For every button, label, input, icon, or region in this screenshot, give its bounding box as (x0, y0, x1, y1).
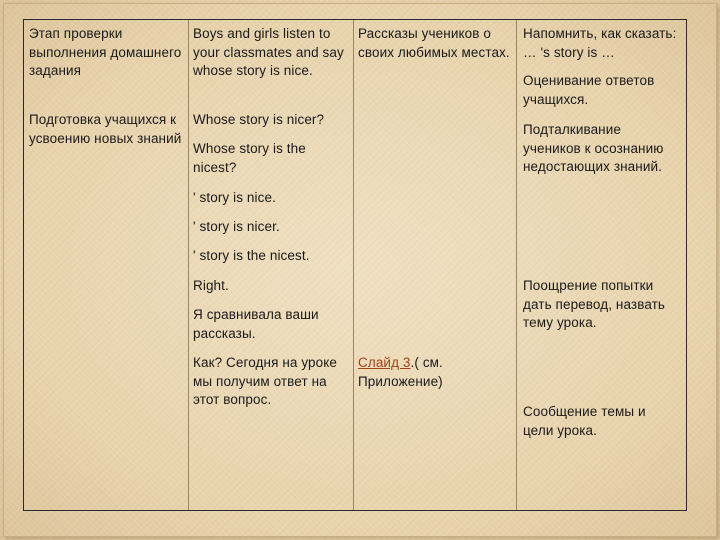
text-line: рассказы. (193, 325, 256, 341)
text-line: Как? Сегодня на уроке (193, 355, 338, 370)
text-line: your classmates and say (193, 44, 344, 60)
slide-reference-line (358, 354, 443, 373)
text-line: учеников к осознанию (523, 140, 664, 156)
text-line: whose story is nice. (193, 63, 313, 79)
assessment-note (523, 72, 654, 109)
text-line: недостающих знаний. (523, 159, 662, 175)
teacher-topic-question (193, 354, 337, 410)
column-divider (188, 20, 189, 510)
students-stories (358, 25, 510, 62)
text-line: Приложение) (358, 373, 443, 389)
teacher-question-nicest (193, 140, 306, 177)
text-line: усвоению новых знаний (29, 130, 182, 146)
text-line: цели урока. (523, 422, 597, 438)
text-line: этот вопрос. (193, 392, 272, 408)
text-line: Сообщение темы и (523, 404, 646, 419)
text-line: Поощрение попытки (523, 278, 654, 293)
text-line: Напомнить, как сказать: (523, 26, 677, 41)
text-line: Подготовка учащихся к (29, 112, 177, 127)
slide-reference-rest: .( см. (410, 355, 443, 370)
remind-how-to-say (523, 25, 676, 62)
text-line: мы получим ответ на (193, 373, 327, 389)
text-line: учащихся. (523, 91, 589, 107)
pattern-nice: ' story is nice. (193, 190, 276, 205)
pattern-nicer: ' story is nicer. (193, 219, 280, 234)
text-line: своих любимых местах. (358, 44, 510, 60)
text-line: Я сравнивала ваши (193, 307, 319, 322)
text-line: … 's story is … (523, 44, 615, 60)
column-divider (516, 20, 517, 510)
text-line: выполнения домашнего (29, 44, 182, 60)
text-line: Этап проверки (29, 26, 123, 41)
text-line: Оценивание ответов (523, 73, 655, 88)
pattern-nicest: ' story is the nicest. (193, 248, 310, 263)
teacher-question-nicer: Whose story is nicer? (193, 112, 325, 127)
text-line: nicest? (193, 159, 237, 175)
text-line: задания (29, 63, 82, 79)
teacher-compared (193, 306, 319, 343)
encouragement-note (523, 277, 665, 333)
text-line: Boys and girls listen to (193, 26, 331, 41)
text-line: Рассказы учеников о (358, 26, 491, 41)
text-line: тему урока. (523, 315, 597, 331)
teacher-right: Right. (193, 278, 229, 293)
slide-reference (358, 354, 443, 391)
slide-3-link[interactable]: Слайд 3 (358, 355, 411, 370)
stage-preparation (29, 111, 181, 148)
text-line: Whose story is the (193, 141, 306, 156)
topic-goals-note (523, 403, 646, 440)
text-line: дать перевод, назвать (523, 296, 666, 312)
column-divider (353, 20, 354, 510)
teacher-instruction (193, 25, 344, 81)
stage-check-homework (29, 25, 181, 81)
text-line: Подталкивание (523, 122, 621, 137)
prompting-note (523, 121, 663, 177)
